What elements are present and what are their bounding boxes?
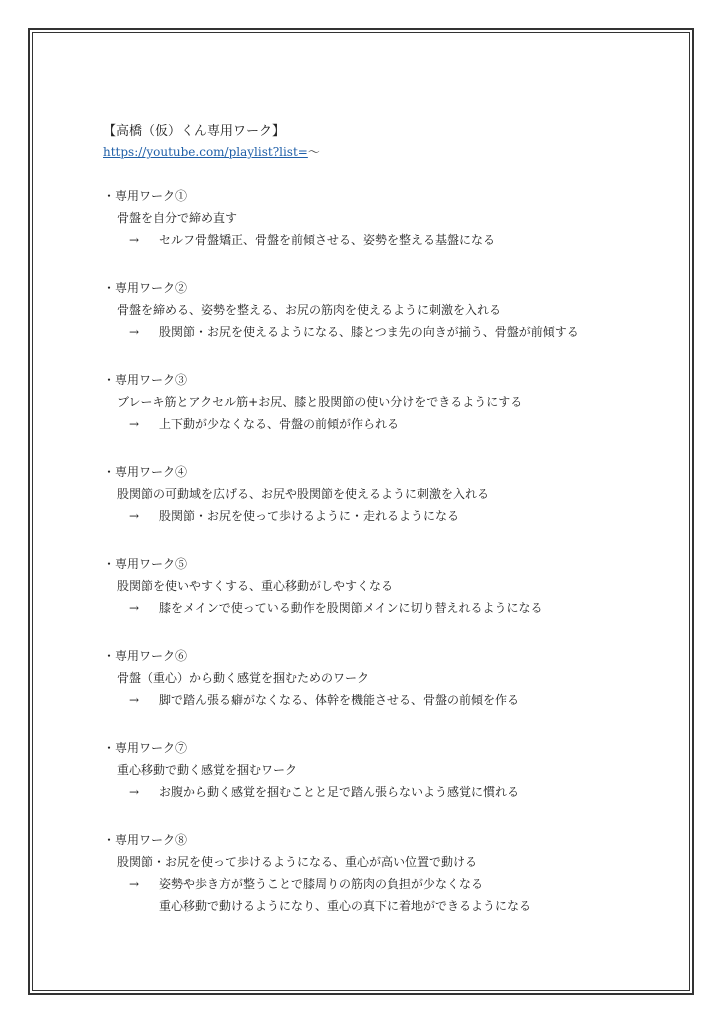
arrow-right-icon: →: [129, 509, 140, 523]
work-result: [103, 413, 663, 435]
result-text: 膝をメインで使っている動作を股関節メインに切り替えれるようになる: [159, 601, 543, 615]
work-list: [103, 185, 663, 917]
result-text: 脚で踏ん張る癖がなくなる、体幹を機能させる、骨盤の前傾を作る: [159, 693, 520, 707]
work-description: 股関節の可動域を広げる、お尻や股関節を使えるように刺激を入れる: [117, 487, 490, 501]
arrow-right-icon: →: [129, 785, 140, 799]
work-section: [103, 553, 663, 619]
link-suffix: 〜: [307, 145, 320, 159]
result-lines: [159, 413, 399, 435]
work-result: [103, 597, 663, 619]
work-description: 骨盤を締める、姿勢を整える、お尻の筋肉を使えるように刺激を入れる: [117, 303, 502, 317]
work-result: [103, 321, 663, 343]
work-result: [103, 229, 663, 251]
result-text: 股関節・お尻を使えるようになる、膝とつま先の向きが揃う、骨盤が前傾する: [159, 325, 579, 339]
result-text: 重心移動で動けるようになり、重心の真下に着地ができるようになる: [159, 899, 532, 913]
result-lines: [159, 597, 543, 619]
work-heading: ・専用ワーク③: [103, 373, 188, 387]
result-lines: [159, 781, 519, 803]
result-lines: [159, 229, 495, 251]
work-section: [103, 277, 663, 343]
work-description: ブレーキ筋とアクセル筋+お尻、膝と股関節の使い分けをできるようにする: [117, 395, 523, 409]
document-body: [103, 121, 663, 917]
work-heading: ・専用ワーク⑥: [103, 649, 188, 663]
work-section: [103, 645, 663, 711]
work-section: [103, 461, 663, 527]
result-text: 上下動が少なくなる、骨盤の前傾が作られる: [159, 417, 400, 431]
result-lines: [159, 873, 531, 917]
arrow-right-icon: →: [129, 693, 140, 707]
work-heading: ・専用ワーク⑦: [103, 741, 188, 755]
work-description: 骨盤を自分で締め直す: [117, 211, 238, 225]
work-heading: ・専用ワーク⑤: [103, 557, 188, 571]
work-description: 股関節・お尻を使って歩けるようになる、重心が高い位置で動ける: [117, 855, 478, 869]
work-section: [103, 829, 663, 917]
work-description: 骨盤（重心）から動く感覚を掴むためのワーク: [117, 671, 370, 685]
work-heading: ・専用ワーク②: [103, 281, 188, 295]
work-result: [103, 505, 663, 527]
work-result: [103, 873, 663, 917]
work-description: 股関節を使いやすくする、重心移動がしやすくなる: [117, 579, 394, 593]
result-lines: [159, 505, 459, 527]
work-heading: ・専用ワーク①: [103, 189, 188, 203]
work-heading: ・専用ワーク④: [103, 465, 188, 479]
result-text: お腹から動く感覚を掴むことと足で踏ん張らないよう感覚に慣れる: [159, 785, 520, 799]
arrow-right-icon: →: [129, 417, 140, 431]
work-section: [103, 185, 663, 251]
work-description: 重心移動で動く感覚を掴むワーク: [117, 763, 298, 777]
arrow-right-icon: →: [129, 601, 140, 615]
work-heading: ・専用ワーク⑧: [103, 833, 188, 847]
result-text: 姿勢や歩き方が整うことで膝周りの筋肉の負担が少なくなる: [159, 877, 484, 891]
work-result: [103, 689, 663, 711]
arrow-right-icon: →: [129, 233, 140, 247]
result-lines: [159, 321, 579, 343]
result-text: 股関節・お尻を使って歩けるように・走れるようになる: [159, 509, 460, 523]
work-section: [103, 737, 663, 803]
playlist-link[interactable]: https://youtube.com/playlist?list=: [103, 145, 308, 159]
document-title: 【高橋（仮）くん専用ワーク】: [103, 124, 286, 139]
work-result: [103, 781, 663, 803]
arrow-right-icon: →: [129, 877, 140, 891]
work-section: [103, 369, 663, 435]
result-text: セルフ骨盤矯正、骨盤を前傾させる、姿勢を整える基盤になる: [159, 233, 496, 247]
link-line: [103, 143, 663, 161]
arrow-right-icon: →: [129, 325, 140, 339]
result-lines: [159, 689, 519, 711]
